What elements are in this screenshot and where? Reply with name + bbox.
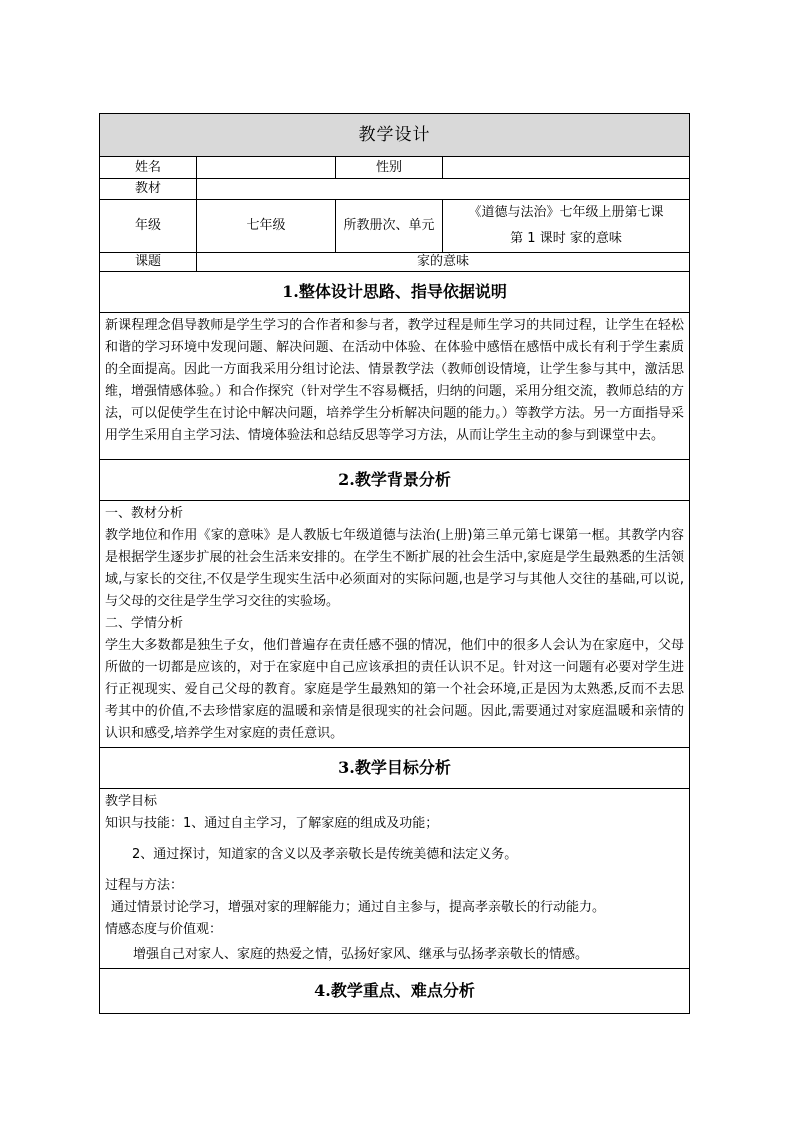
textbook-label: 教材 (100, 179, 197, 200)
section3-process-title: 过程与方法： (105, 878, 184, 893)
section2-heading: 2.教学背景分析 (100, 460, 690, 501)
section3-process-body: 通过情景讨论学习，增强对家的理解能力；通过自主参与，提高孝亲敬长的行动能力。 (111, 900, 606, 915)
section3-knowledge: 知识与技能：1、通过自主学习，了解家庭的组成及功能； (105, 816, 439, 831)
table-title: 教学设计 (100, 114, 690, 157)
volume-value (443, 200, 690, 253)
name-label: 姓名 (100, 157, 197, 179)
section3-emotion-body: 增强自己对家人、家庭的热爱之情，弘扬好家风、继承与弘扬孝亲敬长的情感。 (133, 947, 589, 962)
topic-label: 课题 (100, 253, 197, 272)
section3-knowledge2: 2、通过探讨，知道家的含义以及孝亲敬长是传统美德和法定义务。 (132, 847, 518, 862)
section3-heading: 3.教学目标分析 (100, 748, 690, 789)
gender-value (443, 157, 690, 179)
topic-value: 家的意味 (197, 253, 690, 272)
volume-label: 所教册次、单元 (336, 200, 443, 253)
section3-goal-title: 教学目标 (105, 794, 158, 809)
gender-label: 性别 (336, 157, 443, 179)
section3-emotion-title: 情感态度与价值观： (105, 922, 223, 937)
volume-value-line1: 《道德与法治》七年级上册第七课 (468, 205, 664, 220)
name-value (197, 157, 336, 179)
section2-sub2-title: 二、学情分析 (105, 616, 184, 631)
section1-paragraph: 新课程理念倡导教师是学生学习的合作者和参与者，教学过程是师生学习的共同过程，让学生在轻松和谐的学习环境中发现问题、解决问题、在活动中体验、在体验中感悟在感悟中成长有利于学生素质的全面提高。因此一方面我采用分组讨论法、情景教学法（教师创设情境，让学生参与其中，激活思维，增强情感体验。）和合作探究（针对学生不容易概括，归纳的问题，采用分组交流，教师总结的方法，可以促使学生在讨论中解决问题，培养学生分析解决问题的能力。）等教学方法。另一方面指导采用学生采用自主学习法、情境体验法和总结反思等学习方法，从而让学生主动的参与到课堂中去。 (105, 318, 684, 443)
section2-sub1-title: 一、教材分析 (105, 506, 184, 521)
textbook-value (197, 179, 690, 200)
section2-sub2-body: 学生大多数都是独生子女，他们普遍存在责任感不强的情况，他们中的很多人会认为在家庭中，父母所做的一切都是应该的，对于在家庭中自己应该承担的责任认识不足。针对这一问题有必要对学生进行正视现实、爱自己父母的教育。家庭是学生最熟知的第一个社会环境,正是因为太熟悉,反而不去思考其中的价值,不去珍惜家庭的温暖和亲情是很现实的社会问题。因此,需要通过对家庭温暖和亲情的认识和感受,培养学生对家庭的责任意识。 (105, 638, 684, 741)
section3-body (100, 789, 690, 969)
section2-body (100, 501, 690, 748)
lesson-plan-table (99, 113, 690, 1014)
lesson-plan-page (99, 113, 689, 1014)
section4-heading: 4.教学重点、难点分析 (100, 969, 690, 1014)
volume-value-line2: 第 1 课时 家的意味 (510, 231, 622, 246)
grade-label: 年级 (100, 200, 197, 253)
section2-sub1-body: 教学地位和作用《家的意味》是人教版七年级道德与法治(上册)第三单元第七课第一框。其教学内容是根据学生逐步扩展的社会生活来安排的。在学生不断扩展的社会生活中,家庭是学生最熟悉的生活领域,与家长的交往,不仅是学生现实生活中必须面对的实际问题,也是学习与其他人交往的基础,可以说,与父母的交往是学生学习交往的实验场。 (105, 528, 684, 609)
section1-body (100, 313, 690, 460)
grade-value: 七年级 (197, 200, 336, 253)
section1-heading: 1.整体设计思路、指导依据说明 (100, 272, 690, 313)
